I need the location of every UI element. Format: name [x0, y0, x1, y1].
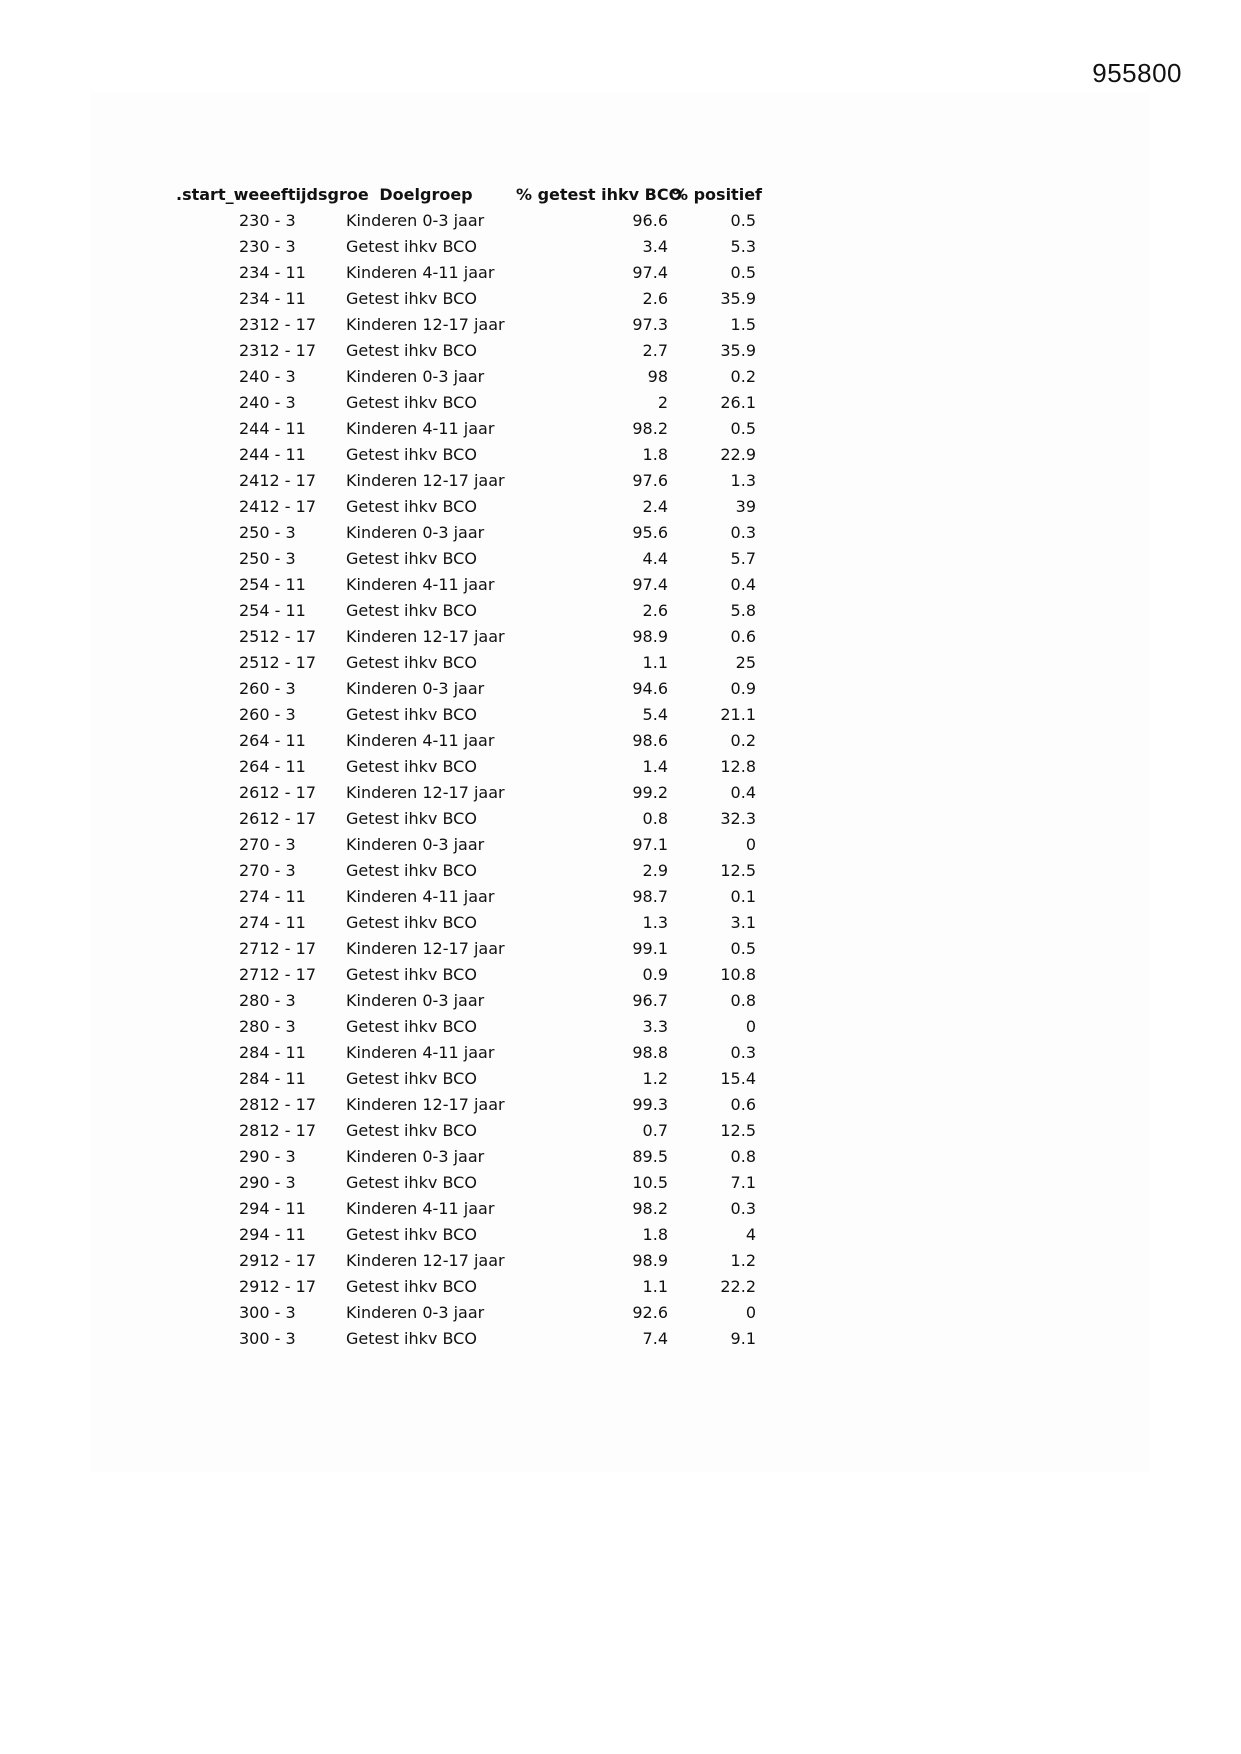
cell-target-group: Kinderen 0-3 jaar	[346, 211, 485, 230]
cell-week: 2612 - 17	[239, 809, 317, 828]
cell-percent-tested: 98	[647, 367, 668, 386]
cell-percent-tested: 2.6	[642, 289, 668, 308]
cell-week: 240 - 3	[239, 367, 296, 386]
cell-percent-tested: 95.6	[632, 523, 668, 542]
table-row	[176, 234, 776, 260]
cell-week: 264 - 11	[239, 757, 306, 776]
cell-target-group: Kinderen 4-11 jaar	[346, 575, 495, 594]
cell-target-group: Getest ihkv BCO	[346, 1225, 477, 1244]
cell-percent-tested: 10.5	[632, 1173, 668, 1192]
cell-percent-positive: 0.6	[730, 1095, 756, 1114]
table-row	[176, 416, 776, 442]
cell-percent-positive: 21.1	[720, 705, 756, 724]
cell-week: 274 - 11	[239, 913, 306, 932]
cell-percent-positive: 0.8	[730, 1147, 756, 1166]
cell-week: 2712 - 17	[239, 965, 317, 984]
cell-week: 244 - 11	[239, 445, 306, 464]
cell-percent-tested: 97.1	[632, 835, 668, 854]
table-row	[176, 1300, 776, 1326]
cell-target-group: Kinderen 4-11 jaar	[346, 887, 495, 906]
cell-target-group: Getest ihkv BCO	[346, 861, 477, 880]
cell-week: 250 - 3	[239, 549, 296, 568]
cell-percent-tested: 1.8	[642, 445, 668, 464]
cell-target-group: Getest ihkv BCO	[346, 1121, 477, 1140]
cell-target-group: Kinderen 12-17 jaar	[346, 627, 505, 646]
cell-week: 294 - 11	[239, 1225, 306, 1244]
table-row	[176, 1066, 776, 1092]
table-row	[176, 702, 776, 728]
cell-target-group: Getest ihkv BCO	[346, 965, 477, 984]
cell-week: 2812 - 17	[239, 1095, 317, 1114]
table-header-row	[176, 182, 776, 208]
cell-percent-positive: 5.7	[730, 549, 756, 568]
cell-week: 300 - 3	[239, 1329, 296, 1348]
cell-target-group: Getest ihkv BCO	[346, 549, 477, 568]
cell-percent-tested: 1.8	[642, 1225, 668, 1244]
table-row	[176, 624, 776, 650]
cell-target-group: Kinderen 0-3 jaar	[346, 679, 485, 698]
cell-percent-positive: 4	[745, 1225, 756, 1244]
cell-target-group: Kinderen 0-3 jaar	[346, 991, 485, 1010]
cell-percent-positive: 0.6	[730, 627, 756, 646]
cell-week: 2712 - 17	[239, 939, 317, 958]
cell-target-group: Getest ihkv BCO	[346, 705, 477, 724]
cell-percent-positive: 39	[735, 497, 756, 516]
cell-target-group: Getest ihkv BCO	[346, 289, 477, 308]
table-row	[176, 468, 776, 494]
cell-week: 2912 - 17	[239, 1251, 317, 1270]
cell-percent-tested: 96.7	[632, 991, 668, 1010]
cell-week: 300 - 3	[239, 1303, 296, 1322]
cell-target-group: Getest ihkv BCO	[346, 653, 477, 672]
cell-target-group: Kinderen 12-17 jaar	[346, 939, 505, 958]
cell-week: 234 - 11	[239, 263, 306, 282]
cell-week: 2412 - 17	[239, 471, 317, 490]
cell-percent-positive: 0.3	[730, 1043, 756, 1062]
cell-week: 2612 - 17	[239, 783, 317, 802]
cell-week: 230 - 3	[239, 237, 296, 256]
header-target-group: Doelgroep	[379, 185, 473, 204]
cell-week: 234 - 11	[239, 289, 306, 308]
cell-percent-tested: 3.3	[642, 1017, 668, 1036]
cell-percent-positive: 5.8	[730, 601, 756, 620]
cell-week: 2412 - 17	[239, 497, 317, 516]
table-row	[176, 572, 776, 598]
cell-percent-tested: 98.2	[632, 419, 668, 438]
cell-week: 280 - 3	[239, 1017, 296, 1036]
cell-target-group: Kinderen 0-3 jaar	[346, 367, 485, 386]
cell-percent-tested: 96.6	[632, 211, 668, 230]
cell-percent-positive: 12.8	[720, 757, 756, 776]
cell-percent-tested: 97.4	[632, 575, 668, 594]
cell-percent-positive: 0.1	[730, 887, 756, 906]
cell-week: 270 - 3	[239, 835, 296, 854]
table-row	[176, 1118, 776, 1144]
cell-target-group: Getest ihkv BCO	[346, 1329, 477, 1348]
cell-percent-tested: 98.2	[632, 1199, 668, 1218]
cell-target-group: Kinderen 0-3 jaar	[346, 1147, 485, 1166]
cell-week: 2312 - 17	[239, 315, 317, 334]
cell-percent-tested: 99.1	[632, 939, 668, 958]
table-row	[176, 884, 776, 910]
cell-target-group: Getest ihkv BCO	[346, 393, 477, 412]
cell-percent-tested: 0.7	[642, 1121, 668, 1140]
cell-target-group: Getest ihkv BCO	[346, 1017, 477, 1036]
cell-target-group: Getest ihkv BCO	[346, 601, 477, 620]
table-row	[176, 1170, 776, 1196]
table-row	[176, 832, 776, 858]
cell-target-group: Kinderen 4-11 jaar	[346, 1043, 495, 1062]
cell-target-group: Kinderen 12-17 jaar	[346, 783, 505, 802]
table-row	[176, 962, 776, 988]
cell-percent-tested: 98.9	[632, 1251, 668, 1270]
cell-percent-positive: 0.3	[730, 1199, 756, 1218]
table-row	[176, 520, 776, 546]
cell-target-group: Getest ihkv BCO	[346, 1277, 477, 1296]
cell-percent-tested: 2.7	[642, 341, 668, 360]
table-row	[176, 910, 776, 936]
cell-percent-positive: 10.8	[720, 965, 756, 984]
cell-week: 2812 - 17	[239, 1121, 317, 1140]
cell-week: 284 - 11	[239, 1069, 306, 1088]
cell-week: 2512 - 17	[239, 653, 317, 672]
header-week: .start_wee	[176, 185, 271, 204]
cell-percent-positive: 22.2	[720, 1277, 756, 1296]
cell-percent-tested: 1.3	[642, 913, 668, 932]
cell-percent-tested: 4.4	[642, 549, 668, 568]
table-row	[176, 1196, 776, 1222]
table-row	[176, 598, 776, 624]
cell-target-group: Kinderen 0-3 jaar	[346, 835, 485, 854]
cell-percent-tested: 0.9	[642, 965, 668, 984]
cell-target-group: Kinderen 4-11 jaar	[346, 1199, 495, 1218]
cell-percent-positive: 25	[735, 653, 756, 672]
cell-week: 230 - 3	[239, 211, 296, 230]
cell-target-group: Kinderen 4-11 jaar	[346, 731, 495, 750]
cell-percent-positive: 0.5	[730, 263, 756, 282]
cell-percent-positive: 3.1	[730, 913, 756, 932]
cell-percent-tested: 1.4	[642, 757, 668, 776]
cell-target-group: Kinderen 12-17 jaar	[346, 315, 505, 334]
table-row	[176, 1248, 776, 1274]
cell-percent-positive: 0.5	[730, 939, 756, 958]
table-row	[176, 676, 776, 702]
cell-percent-tested: 7.4	[642, 1329, 668, 1348]
cell-week: 2312 - 17	[239, 341, 317, 360]
table-row	[176, 286, 776, 312]
cell-percent-positive: 0.4	[730, 575, 756, 594]
cell-percent-positive: 0.2	[730, 367, 756, 386]
table-row	[176, 1092, 776, 1118]
cell-percent-positive: 0.5	[730, 419, 756, 438]
cell-percent-tested: 98.8	[632, 1043, 668, 1062]
table-row	[176, 754, 776, 780]
cell-percent-positive: 0.9	[730, 679, 756, 698]
cell-percent-positive: 0	[745, 1017, 756, 1036]
cell-percent-tested: 5.4	[642, 705, 668, 724]
cell-percent-positive: 0.3	[730, 523, 756, 542]
cell-week: 294 - 11	[239, 1199, 306, 1218]
cell-percent-tested: 98.7	[632, 887, 668, 906]
table-row	[176, 806, 776, 832]
header-percent-tested: % getest ihkv BCO	[516, 185, 683, 204]
table-row	[176, 546, 776, 572]
cell-week: 270 - 3	[239, 861, 296, 880]
header-age-group: eftijdsgroe	[270, 185, 369, 204]
cell-target-group: Kinderen 0-3 jaar	[346, 1303, 485, 1322]
cell-percent-tested: 94.6	[632, 679, 668, 698]
cell-percent-tested: 89.5	[632, 1147, 668, 1166]
table-row	[176, 858, 776, 884]
cell-percent-tested: 97.4	[632, 263, 668, 282]
cell-week: 290 - 3	[239, 1147, 296, 1166]
cell-target-group: Getest ihkv BCO	[346, 913, 477, 932]
cell-percent-positive: 22.9	[720, 445, 756, 464]
cell-percent-positive: 32.3	[720, 809, 756, 828]
cell-percent-tested: 2	[657, 393, 668, 412]
table-row	[176, 1222, 776, 1248]
table-row	[176, 338, 776, 364]
cell-percent-positive: 0	[745, 1303, 756, 1322]
cell-percent-positive: 15.4	[720, 1069, 756, 1088]
table-row	[176, 936, 776, 962]
table-row	[176, 208, 776, 234]
cell-percent-tested: 99.2	[632, 783, 668, 802]
table-row	[176, 260, 776, 286]
cell-target-group: Kinderen 4-11 jaar	[346, 419, 495, 438]
cell-target-group: Getest ihkv BCO	[346, 1173, 477, 1192]
table-row	[176, 1144, 776, 1170]
cell-percent-tested: 2.9	[642, 861, 668, 880]
cell-target-group: Getest ihkv BCO	[346, 445, 477, 464]
table-row	[176, 1326, 776, 1352]
cell-percent-positive: 1.5	[730, 315, 756, 334]
cell-percent-tested: 98.6	[632, 731, 668, 750]
cell-percent-positive: 0.5	[730, 211, 756, 230]
table-row	[176, 494, 776, 520]
cell-week: 264 - 11	[239, 731, 306, 750]
cell-week: 2512 - 17	[239, 627, 317, 646]
table-row	[176, 390, 776, 416]
table-row	[176, 442, 776, 468]
cell-percent-positive: 26.1	[720, 393, 756, 412]
cell-target-group: Kinderen 0-3 jaar	[346, 523, 485, 542]
header-week-age	[176, 182, 369, 208]
document-id: 955800	[1092, 58, 1182, 88]
cell-percent-positive: 9.1	[730, 1329, 756, 1348]
cell-percent-positive: 12.5	[720, 861, 756, 880]
cell-week: 254 - 11	[239, 575, 306, 594]
cell-percent-tested: 1.1	[642, 1277, 668, 1296]
cell-target-group: Getest ihkv BCO	[346, 757, 477, 776]
cell-target-group: Getest ihkv BCO	[346, 809, 477, 828]
table-row	[176, 1014, 776, 1040]
table-row	[176, 650, 776, 676]
cell-target-group: Kinderen 4-11 jaar	[346, 263, 495, 282]
cell-target-group: Getest ihkv BCO	[346, 341, 477, 360]
table-body	[176, 208, 776, 1352]
table-row	[176, 1274, 776, 1300]
cell-percent-tested: 99.3	[632, 1095, 668, 1114]
cell-week: 240 - 3	[239, 393, 296, 412]
cell-week: 280 - 3	[239, 991, 296, 1010]
cell-percent-tested: 3.4	[642, 237, 668, 256]
table-row	[176, 780, 776, 806]
cell-percent-positive: 35.9	[720, 289, 756, 308]
cell-percent-positive: 35.9	[720, 341, 756, 360]
cell-percent-positive: 1.3	[730, 471, 756, 490]
cell-week: 244 - 11	[239, 419, 306, 438]
cell-percent-tested: 97.3	[632, 315, 668, 334]
table-row	[176, 312, 776, 338]
cell-percent-tested: 97.6	[632, 471, 668, 490]
table-row	[176, 364, 776, 390]
cell-percent-tested: 0.8	[642, 809, 668, 828]
spreadsheet-table	[176, 182, 776, 1352]
cell-week: 260 - 3	[239, 705, 296, 724]
cell-percent-positive: 12.5	[720, 1121, 756, 1140]
cell-week: 284 - 11	[239, 1043, 306, 1062]
cell-percent-positive: 0.2	[730, 731, 756, 750]
cell-percent-positive: 7.1	[730, 1173, 756, 1192]
cell-percent-positive: 0	[745, 835, 756, 854]
cell-percent-tested: 98.9	[632, 627, 668, 646]
cell-week: 290 - 3	[239, 1173, 296, 1192]
cell-percent-tested: 2.6	[642, 601, 668, 620]
cell-target-group: Getest ihkv BCO	[346, 237, 477, 256]
cell-percent-positive: 0.4	[730, 783, 756, 802]
cell-week: 254 - 11	[239, 601, 306, 620]
cell-week: 274 - 11	[239, 887, 306, 906]
table-row	[176, 1040, 776, 1066]
cell-percent-tested: 92.6	[632, 1303, 668, 1322]
cell-percent-positive: 1.2	[730, 1251, 756, 1270]
header-percent-positive: % positief	[672, 185, 762, 204]
cell-week: 2912 - 17	[239, 1277, 317, 1296]
cell-week: 250 - 3	[239, 523, 296, 542]
cell-percent-positive: 0.8	[730, 991, 756, 1010]
cell-target-group: Kinderen 12-17 jaar	[346, 1251, 505, 1270]
cell-percent-positive: 5.3	[730, 237, 756, 256]
cell-percent-tested: 1.1	[642, 653, 668, 672]
cell-percent-tested: 1.2	[642, 1069, 668, 1088]
cell-target-group: Getest ihkv BCO	[346, 1069, 477, 1088]
cell-target-group: Getest ihkv BCO	[346, 497, 477, 516]
cell-week: 260 - 3	[239, 679, 296, 698]
cell-percent-tested: 2.4	[642, 497, 668, 516]
cell-target-group: Kinderen 12-17 jaar	[346, 1095, 505, 1114]
cell-target-group: Kinderen 12-17 jaar	[346, 471, 505, 490]
table-row	[176, 988, 776, 1014]
table-row	[176, 728, 776, 754]
